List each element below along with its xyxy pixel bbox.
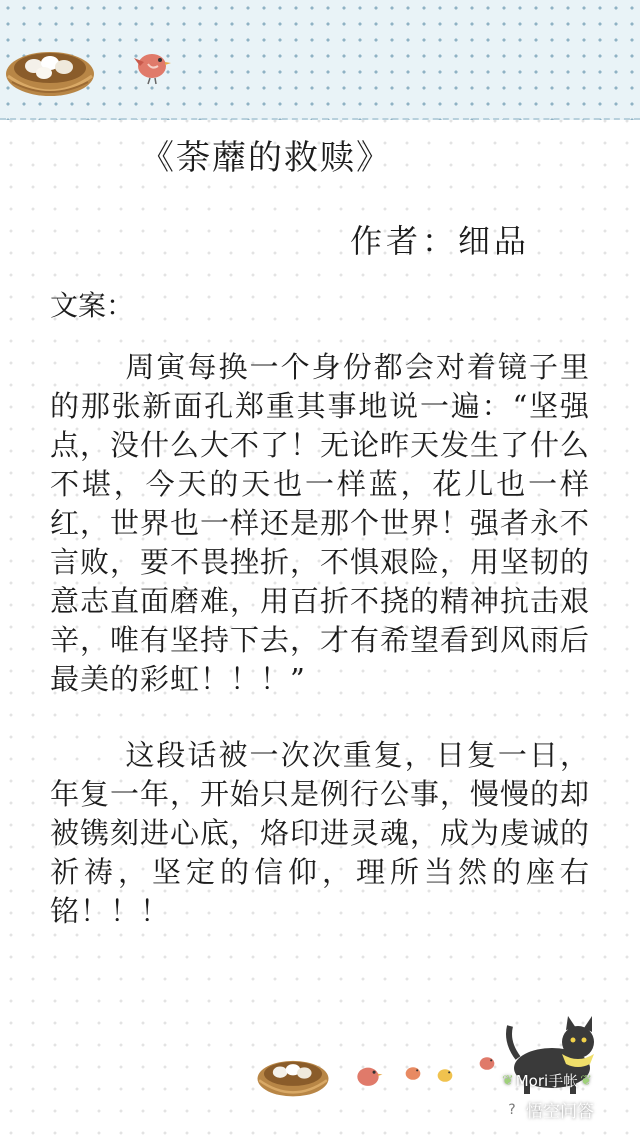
watermark-brand: Mori手帐 [515, 1072, 579, 1090]
watermark-sub-row [502, 1097, 632, 1122]
bird-icon [352, 1060, 384, 1092]
bird-icon [434, 1064, 456, 1086]
leaf-icon: ❦ [580, 1072, 592, 1089]
bird-icon [476, 1052, 498, 1074]
leaf-icon: ❦ [502, 1072, 514, 1089]
page-title: 《荼蘼的救赎》 [140, 138, 392, 178]
paragraph: 这段话被一次次重复，日复一日，年复一年，开始只是例行公事，慢慢的却被镌刻进心底，烙印进灵魂，成为虔诚的祈祷，坚定的信仰，理所当然的座右铭！！！ [50, 738, 591, 928]
question-bubble-icon: ? [502, 1100, 522, 1120]
watermark [502, 1070, 632, 1122]
watermark-sub: 悟空问答 [526, 1102, 594, 1122]
egg-nest-icon [254, 1048, 332, 1098]
watermark-brand-row [502, 1070, 632, 1091]
author-line: 作者：细品 [350, 222, 531, 260]
paragraph: 周寅每换一个身份都会对着镜子里的那张新面孔郑重其事地说一遍：“坚强点，没什么大不了！无论昨天发生了什么不堪，今天的天也一样蓝，花儿也一样红，世界也一样还是那个世界！强者永不言败，要不畏挫折，不惧艰险，用坚韧的意志直面磨难，用百折不挠的精神抗击艰辛，唯有坚持下去，才有希望看到风雨后最美的彩虹！！！” [50, 350, 591, 696]
bird-icon [132, 44, 172, 86]
section-label: 文案： [50, 289, 135, 322]
synopsis-body [50, 348, 590, 968]
top-decorative-banner [0, 0, 640, 120]
bird-icon [402, 1062, 424, 1084]
egg-nest-icon [4, 36, 96, 98]
